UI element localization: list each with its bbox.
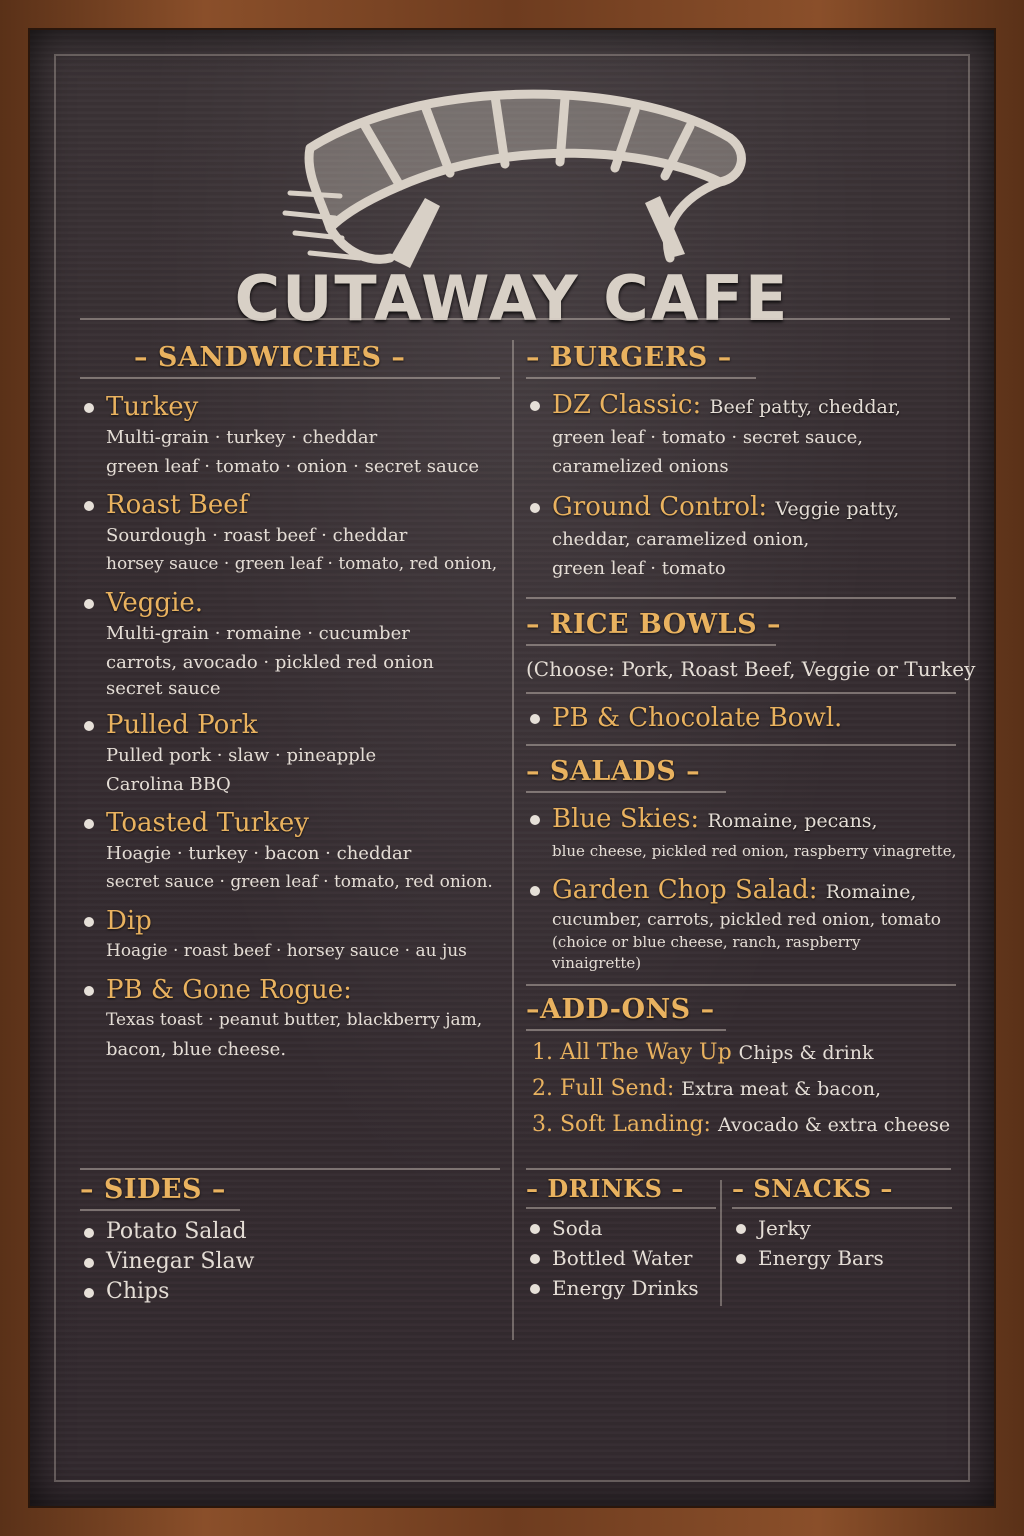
sides-section [80,1174,500,1307]
burgers-heading: – BURGERS – [526,342,732,373]
menu-item-roast-beef [80,489,500,579]
item-desc: green leaf · tomato · onion · secret sauce [106,456,480,477]
side-item: Chips [80,1277,500,1307]
item-name: Garden Chop Salad: [552,875,818,905]
bullet-icon [530,1254,540,1264]
item-desc: Romaine, [825,881,917,903]
item-desc: caramelized onions [552,456,729,477]
item-desc: carrots, avocado · pickled red onion [106,652,434,673]
bullet-icon [84,1228,94,1238]
item-desc: horsey sauce · green leaf · tomato, red onion, [106,554,498,574]
side-item: Vinegar Slaw [80,1247,500,1277]
bullet-icon [84,501,94,511]
item-name: Blue Skies: [552,804,700,834]
sides-top-divider [80,1168,500,1170]
item-name: Ground Control: [552,492,768,522]
drinks-top-divider [526,1168,951,1170]
item-desc: blue cheese, pickled red onion, raspberry vinagrette, [552,842,957,860]
side-item: Potato Salad [80,1217,500,1247]
salads-section [526,756,956,974]
menu-item-turkey [80,391,500,481]
chalkboard [30,30,994,1506]
drink-item: Soda [526,1213,716,1243]
menu-item-dip [80,905,500,966]
bullet-icon [736,1224,746,1234]
bullet-icon [84,1258,94,1268]
menu-item-pulled-pork [80,709,500,799]
salads-underline [526,791,726,793]
bullet-icon [530,886,540,896]
sandwiches-heading: – SANDWICHES – [134,342,406,373]
bullet-icon [84,721,94,731]
addon-item: 3. Soft Landing: Avocado & extra cheese [532,1112,951,1137]
item-desc: secret sauce · green leaf · tomato, red onion. [106,872,493,892]
item-name: Roast Beef [106,490,249,520]
rice-bowls-section [526,609,976,684]
divider [526,597,956,599]
item-desc: Texas toast · peanut butter, blackberry jam, [106,1010,483,1030]
header-divider [80,318,950,320]
addons-heading: –ADD-ONS – [526,994,715,1025]
bullet-icon [530,401,540,411]
bullet-icon [84,917,94,927]
drinks-heading: – DRINKS – [526,1174,684,1203]
item-desc: Sourdough · roast beef · cheddar [106,525,408,546]
bullet-icon [530,714,540,724]
divider [526,984,956,986]
column-divider [512,340,514,1340]
item-desc: green leaf · tomato · secret sauce, [552,427,864,448]
bullet-icon [84,599,94,609]
drink-item: Energy Drinks [526,1273,716,1303]
brand-name: CUTAWAY CAFE [234,262,790,335]
menu-item-veggie [80,587,500,701]
snack-item: Jerky [732,1213,952,1243]
bullet-icon [84,1288,94,1298]
divider [526,744,956,746]
item-name: DZ Classic: [552,390,702,420]
item-desc: Carolina BBQ [106,774,231,795]
item-desc: green leaf · tomato [552,558,726,579]
drink-item: Bottled Water [526,1243,716,1273]
item-note: vinaigrette) [552,954,642,972]
divider [526,692,956,694]
drinks-section [526,1174,716,1303]
snacks-heading: – SNACKS – [732,1174,893,1203]
item-desc: Veggie patty, [775,498,900,520]
item-desc: Multi-grain · romaine · cucumber [106,623,410,644]
addons-section [526,994,956,1143]
drinks-underline [526,1207,716,1209]
item-desc: Multi-grain · turkey · cheddar [106,427,378,448]
sides-heading: – SIDES – [80,1174,226,1205]
rice-bowls-heading: – RICE BOWLS – [526,609,781,640]
menu-item-pb-chocolate-bowl [526,702,956,734]
menu-item-toasted-turkey [80,807,500,897]
item-name: Toasted Turkey [106,808,309,838]
bullet-icon [530,1224,540,1234]
snacks-underline [732,1207,952,1209]
item-desc: Pulled pork · slaw · pineapple [106,745,377,766]
menu-item-pb-gone-rogue [80,974,500,1064]
item-desc: Hoagie · turkey · bacon · cheddar [106,843,412,864]
item-desc: bacon, blue cheese. [106,1039,287,1060]
bullet-icon [530,503,540,513]
rice-bowls-note: (Choose: Pork, Roast Beef, Veggie or Turkey [526,657,976,681]
item-desc: cheddar, caramelized onion, [552,529,810,550]
item-desc: secret sauce [106,678,221,699]
menu-item-blue-skies [526,803,956,866]
bullet-icon [530,1284,540,1294]
rice-bowls-underline [526,644,776,646]
sides-underline [80,1209,240,1211]
bullet-icon [84,403,94,413]
addon-item: 2. Full Send: Extra meat & bacon, [532,1076,881,1101]
item-name: Pulled Pork [106,710,258,740]
salads-heading: – SALADS – [526,756,701,787]
menu-item-ground-control [526,491,956,583]
burgers-underline [526,377,756,379]
bullet-icon [736,1254,746,1264]
item-name: PB & Chocolate Bowl. [552,703,843,733]
item-name: Veggie. [106,588,204,618]
snack-item: Energy Bars [732,1243,952,1273]
item-name: Turkey [106,392,199,422]
bullet-icon [530,815,540,825]
burgers-section [526,342,956,583]
item-name: PB & Gone Rogue: [106,975,352,1005]
item-name: Dip [106,906,152,936]
drinks-snacks-divider [720,1180,722,1306]
right-column [526,342,976,1143]
addon-item: 1. All The Way Up Chips & drink [532,1040,874,1065]
menu-item-garden-chop-salad [526,874,956,974]
item-note: (choice or blue cheese, ranch, raspberry [552,933,861,951]
bullet-icon [84,819,94,829]
sandwiches-section [80,342,500,1064]
item-desc: Romaine, pecans, [707,810,878,832]
menu-item-dz-classic [526,389,956,481]
bullet-icon [84,986,94,996]
snacks-section [732,1174,952,1273]
item-desc: cucumber, carrots, pickled red onion, tomato [552,910,941,930]
item-desc: Hoagie · roast beef · horsey sauce · au jus [106,941,467,961]
item-desc: Beef patty, cheddar, [709,396,901,418]
sandwiches-underline [80,377,500,379]
addons-underline [526,1029,726,1031]
